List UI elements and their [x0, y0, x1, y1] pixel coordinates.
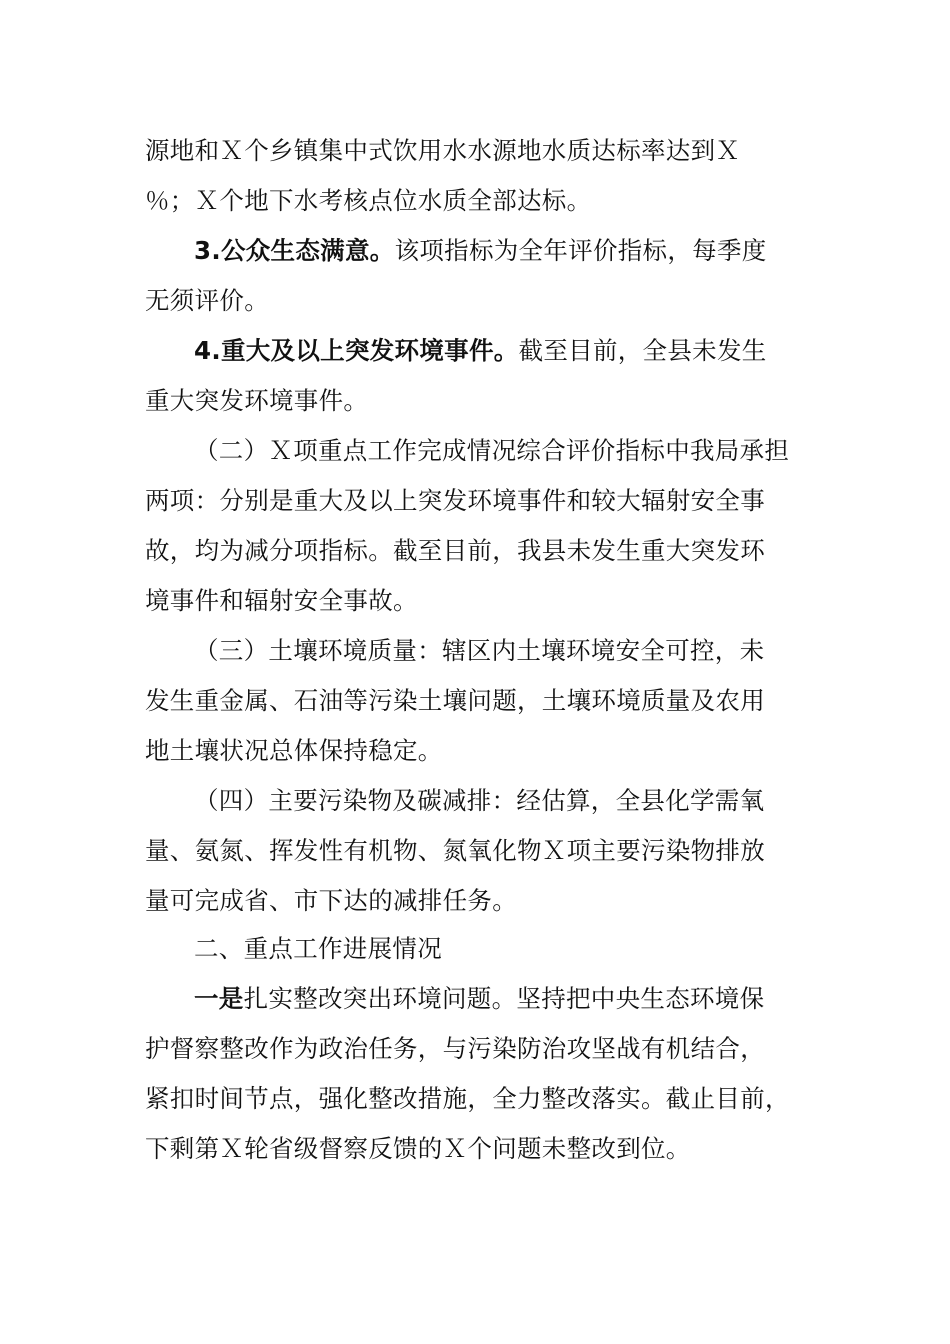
text-line: （四）主要污染物及碳减排：经估算，全县化学需氧	[194, 786, 765, 815]
text-line: 无须评价。	[145, 286, 269, 315]
text-line: 护督察整改作为政治任务，与污染防治攻坚战有机结合，	[145, 1034, 765, 1063]
text-line: 境事件和辐射安全事故。	[145, 586, 418, 615]
text-line: 地土壤状况总体保持稳定。	[145, 736, 443, 765]
text-line: 发生重金属、石油等污染土壤问题，土壤环境质量及农用	[145, 686, 765, 715]
text-line: 4.重大及以上突发环境事件。截至目前，全县未发生	[194, 336, 767, 365]
heading-bold: 3.公众生态满意。	[194, 236, 395, 265]
text-line: 故，均为减分项指标。截至目前，我县未发生重大突发环	[145, 536, 765, 565]
text-line: 量、氨氮、挥发性有机物、氮氧化物Ｘ项主要污染物排放	[145, 836, 765, 865]
text-line: 3.公众生态满意。该项指标为全年评价指标，每季度	[194, 236, 767, 265]
text-line: 下剩第Ｘ轮省级督察反馈的Ｘ个问题未整改到位。	[145, 1134, 691, 1163]
text-line: 源地和Ｘ个乡镇集中式饮用水水源地水质达标率达到Ｘ	[145, 136, 741, 165]
text-line: 两项：分别是重大及以上突发环境事件和较大辐射安全事	[145, 486, 765, 515]
text-line: （二）Ｘ项重点工作完成情况综合评价指标中我局承担	[194, 436, 790, 465]
text-line: 重大突发环境事件。	[145, 386, 369, 415]
text-line: 紧扣时间节点，强化整改措施，全力整改落实。截止目前，	[145, 1084, 790, 1113]
heading-bold: 一是	[194, 984, 244, 1013]
text-line: ％；Ｘ个地下水考核点位水质全部达标。	[145, 186, 592, 215]
text-line: （三）土壤环境质量：辖区内土壤环境安全可控，未	[194, 636, 765, 665]
heading-bold: 4.重大及以上突发环境事件。	[194, 336, 519, 365]
text-line: 量可完成省、市下达的减排任务。	[145, 886, 517, 915]
text-line: 一是扎实整改突出环境问题。坚持把中央生态环境保	[194, 984, 765, 1013]
section-heading: 二、重点工作进展情况	[194, 934, 442, 963]
